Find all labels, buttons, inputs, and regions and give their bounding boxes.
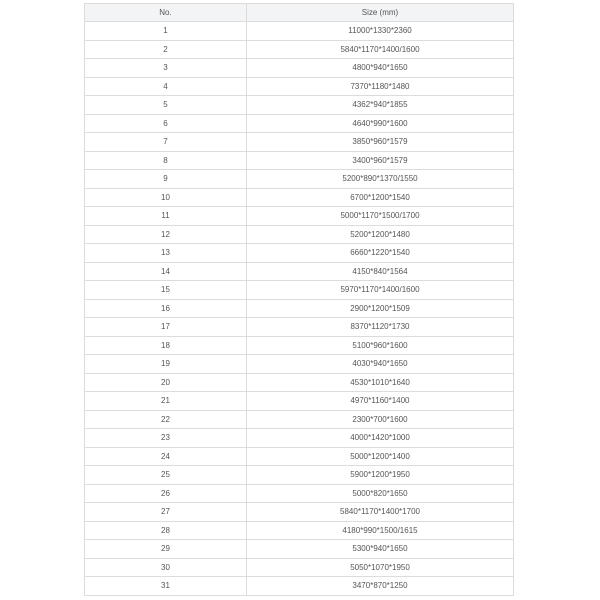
cell-size: 5840*1170*1400*1700 — [247, 503, 514, 522]
cell-size: 5200*1200*1480 — [247, 225, 514, 244]
table-row — [85, 170, 514, 189]
table-row — [85, 447, 514, 466]
cell-no: 4 — [85, 77, 247, 96]
cell-size: 4030*940*1650 — [247, 355, 514, 374]
cell-no: 21 — [85, 392, 247, 411]
cell-size: 2900*1200*1509 — [247, 299, 514, 318]
table-row — [85, 521, 514, 540]
table-row — [85, 281, 514, 300]
cell-no: 1 — [85, 22, 247, 41]
cell-size: 4530*1010*1640 — [247, 373, 514, 392]
cell-size: 4970*1160*1400 — [247, 392, 514, 411]
cell-no: 5 — [85, 96, 247, 115]
cell-size: 3400*960*1579 — [247, 151, 514, 170]
table-row — [85, 410, 514, 429]
cell-size: 6660*1220*1540 — [247, 244, 514, 263]
header-size: Size (mm) — [247, 4, 514, 22]
cell-size: 5300*940*1650 — [247, 540, 514, 559]
cell-no: 17 — [85, 318, 247, 337]
table-row — [85, 188, 514, 207]
cell-no: 27 — [85, 503, 247, 522]
cell-no: 10 — [85, 188, 247, 207]
cell-size: 5900*1200*1950 — [247, 466, 514, 485]
table-row — [85, 133, 514, 152]
size-table — [84, 3, 514, 596]
table-row — [85, 262, 514, 281]
cell-no: 2 — [85, 40, 247, 59]
cell-no: 12 — [85, 225, 247, 244]
cell-size: 7370*1180*1480 — [247, 77, 514, 96]
cell-no: 3 — [85, 59, 247, 78]
header-no: No. — [85, 4, 247, 22]
table-row — [85, 466, 514, 485]
table-row — [85, 484, 514, 503]
cell-no: 18 — [85, 336, 247, 355]
cell-no: 26 — [85, 484, 247, 503]
table-row — [85, 318, 514, 337]
table-row — [85, 114, 514, 133]
table-row — [85, 225, 514, 244]
table-row — [85, 77, 514, 96]
cell-no: 9 — [85, 170, 247, 189]
table-row — [85, 244, 514, 263]
cell-no: 6 — [85, 114, 247, 133]
cell-no: 30 — [85, 558, 247, 577]
cell-no: 29 — [85, 540, 247, 559]
cell-size: 5000*1200*1400 — [247, 447, 514, 466]
cell-size: 8370*1120*1730 — [247, 318, 514, 337]
cell-no: 15 — [85, 281, 247, 300]
cell-size: 5050*1070*1950 — [247, 558, 514, 577]
cell-size: 4640*990*1600 — [247, 114, 514, 133]
cell-size: 11000*1330*2360 — [247, 22, 514, 41]
table-row — [85, 373, 514, 392]
cell-no: 14 — [85, 262, 247, 281]
cell-no: 23 — [85, 429, 247, 448]
table-row — [85, 40, 514, 59]
size-table-container — [84, 3, 513, 596]
cell-no: 8 — [85, 151, 247, 170]
cell-size: 4180*990*1500/1615 — [247, 521, 514, 540]
table-row — [85, 429, 514, 448]
cell-no: 16 — [85, 299, 247, 318]
table-row — [85, 151, 514, 170]
cell-no: 7 — [85, 133, 247, 152]
table-row — [85, 540, 514, 559]
cell-no: 28 — [85, 521, 247, 540]
table-row — [85, 336, 514, 355]
cell-no: 22 — [85, 410, 247, 429]
table-row — [85, 59, 514, 78]
cell-no: 13 — [85, 244, 247, 263]
cell-size: 3850*960*1579 — [247, 133, 514, 152]
cell-size: 4362*940*1855 — [247, 96, 514, 115]
cell-size: 6700*1200*1540 — [247, 188, 514, 207]
cell-no: 20 — [85, 373, 247, 392]
table-row — [85, 558, 514, 577]
cell-size: 3470*870*1250 — [247, 577, 514, 596]
cell-size: 4150*840*1564 — [247, 262, 514, 281]
table-row — [85, 503, 514, 522]
cell-size: 5840*1170*1400/1600 — [247, 40, 514, 59]
table-row — [85, 299, 514, 318]
cell-size: 4000*1420*1000 — [247, 429, 514, 448]
cell-no: 11 — [85, 207, 247, 226]
cell-size: 5970*1170*1400/1600 — [247, 281, 514, 300]
table-header — [85, 4, 514, 22]
cell-size: 2300*700*1600 — [247, 410, 514, 429]
table-row — [85, 96, 514, 115]
cell-no: 19 — [85, 355, 247, 374]
cell-no: 31 — [85, 577, 247, 596]
cell-no: 25 — [85, 466, 247, 485]
cell-size: 5000*820*1650 — [247, 484, 514, 503]
table-row — [85, 22, 514, 41]
cell-no: 24 — [85, 447, 247, 466]
cell-size: 4800*940*1650 — [247, 59, 514, 78]
header-row — [85, 4, 514, 22]
table-row — [85, 392, 514, 411]
cell-size: 5200*890*1370/1550 — [247, 170, 514, 189]
table-row — [85, 355, 514, 374]
table-row — [85, 207, 514, 226]
table-row — [85, 577, 514, 596]
table-body — [85, 22, 514, 596]
cell-size: 5000*1170*1500/1700 — [247, 207, 514, 226]
cell-size: 5100*960*1600 — [247, 336, 514, 355]
